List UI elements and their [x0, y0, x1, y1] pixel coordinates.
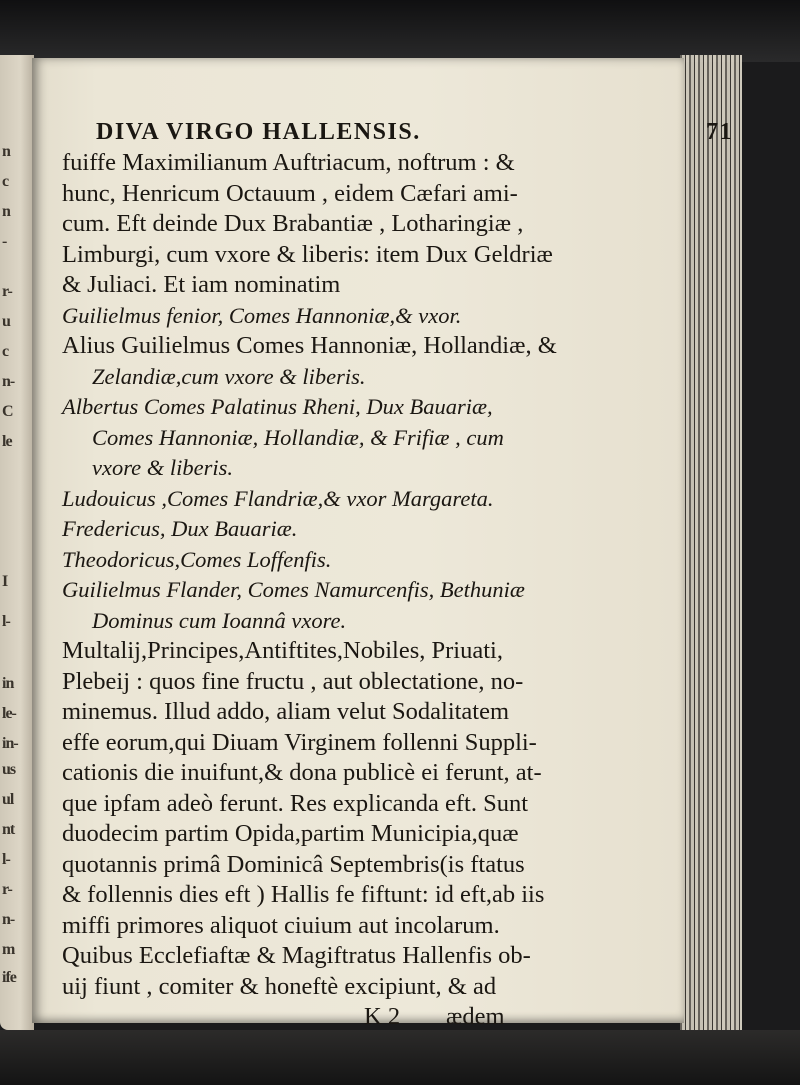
margin-fragment: us	[2, 761, 16, 778]
text-line: vxore & liberis.	[92, 455, 234, 480]
margin-fragment: c	[2, 173, 9, 190]
text-line: Plebeij : quos fine fructu , aut oblectatione, no-	[62, 667, 524, 695]
book-page-stack-edge	[680, 55, 742, 1040]
text-line: effe eorum,qui Diuam Virginem follenni Suppli-	[62, 728, 537, 756]
margin-fragment: le-	[2, 705, 16, 722]
text-line: Quibus Ecclefiaftæ & Magiftratus Hallenfis ob-	[62, 942, 531, 969]
text-line: miffi primores aliquot ciuium aut incolarum.	[62, 911, 500, 939]
running-head-title: DIVA VIRGO HALLENSIS.	[96, 119, 421, 145]
text-line: hunc, Henricum Octauum , eidem Cæfari ami-	[62, 179, 518, 207]
text-line: Multalij,Principes,Antiftites,Nobiles, Priuati,	[62, 637, 503, 664]
text-line: fuiffe Maximilianum Auftriacum, noftrum : &	[62, 149, 515, 176]
text-line: Albertus Comes Palatinus Rheni, Dux Bauariæ,	[62, 394, 493, 419]
margin-fragment: nt	[2, 821, 15, 838]
margin-fragment: -	[2, 233, 7, 250]
text-line: cum. Eft deinde Dux Brabantiæ , Lotharingiæ ,	[62, 210, 524, 237]
text-line: Limburgi, cum vxore & liberis: item Dux Geldriæ	[62, 240, 553, 268]
margin-fragment: l-	[2, 851, 10, 868]
top-shadow	[0, 0, 800, 62]
page-body	[62, 148, 662, 1033]
text-line: minemus. Illud addo, aliam velut Sodalitatem	[62, 698, 510, 725]
margin-fragment: l-	[2, 613, 10, 630]
text-line: Guilielmus fenior, Comes Hannoniæ,& vxor.	[62, 302, 462, 328]
text-line: Dominus cum Ioannâ vxore.	[92, 607, 347, 633]
bottom-shadow	[0, 1030, 800, 1085]
catchword: ædem	[446, 1003, 505, 1030]
text-line: duodecim partim Opida,partim Municipia,quæ	[62, 820, 519, 847]
signature-mark: K 2	[364, 1003, 401, 1030]
text-line: Theodoricus,Comes Loffenfis.	[62, 546, 332, 572]
text-line: Ludouicus ,Comes Flandriæ,& vxor Margareta.	[62, 485, 494, 511]
margin-fragment: ife	[2, 969, 16, 986]
margin-fragment: u	[2, 313, 10, 330]
margin-fragment: n-	[2, 373, 15, 390]
text-line: Guilielmus Flander, Comes Namurcenfis, Bethuniæ	[62, 577, 525, 602]
margin-fragment: C	[2, 403, 13, 420]
text-line: quotannis primâ Dominicâ Septembris(is ftatus	[62, 850, 525, 878]
margin-fragment: r-	[2, 881, 12, 898]
margin-fragment: I	[2, 573, 8, 590]
text-line: cationis die inuifunt,& dona publicè ei ferunt, at-	[62, 759, 542, 786]
text-line: uij fiunt , comiter & honeftè excipiunt, & ad	[62, 972, 497, 1000]
catch-line	[62, 1002, 662, 1033]
text-line: Fredericus, Dux Bauariæ.	[62, 516, 298, 541]
text-line: Alius Guilielmus Comes Hannoniæ, Hollandiæ, &	[62, 332, 557, 359]
margin-fragment: ul	[2, 791, 14, 808]
page-number: 71	[706, 119, 733, 145]
margin-fragment: m	[2, 941, 15, 958]
margin-fragment: le	[2, 433, 12, 450]
facing-page-edge	[0, 55, 34, 1030]
margin-fragment: n	[2, 143, 10, 160]
text-line: & follennis dies eft ) Hallis fe fiftunt: id eft,ab iis	[62, 881, 545, 908]
text-line: Comes Hannoniæ, Hollandiæ, & Frifiæ , cum	[92, 424, 504, 450]
margin-fragment: in-	[2, 735, 18, 752]
text-line: Zelandiæ,cum vxore & liberis.	[92, 363, 366, 389]
text-line: & Juliaci. Et iam nominatim	[62, 271, 341, 298]
margin-fragment: c	[2, 343, 9, 360]
margin-fragment: n	[2, 203, 10, 220]
text-line: que ipfam adeò ferunt. Res explicanda eft. Sunt	[62, 789, 529, 817]
margin-fragment: r-	[2, 283, 12, 300]
margin-fragment: n-	[2, 911, 15, 928]
margin-fragment: in	[2, 675, 14, 692]
running-head	[96, 119, 736, 149]
